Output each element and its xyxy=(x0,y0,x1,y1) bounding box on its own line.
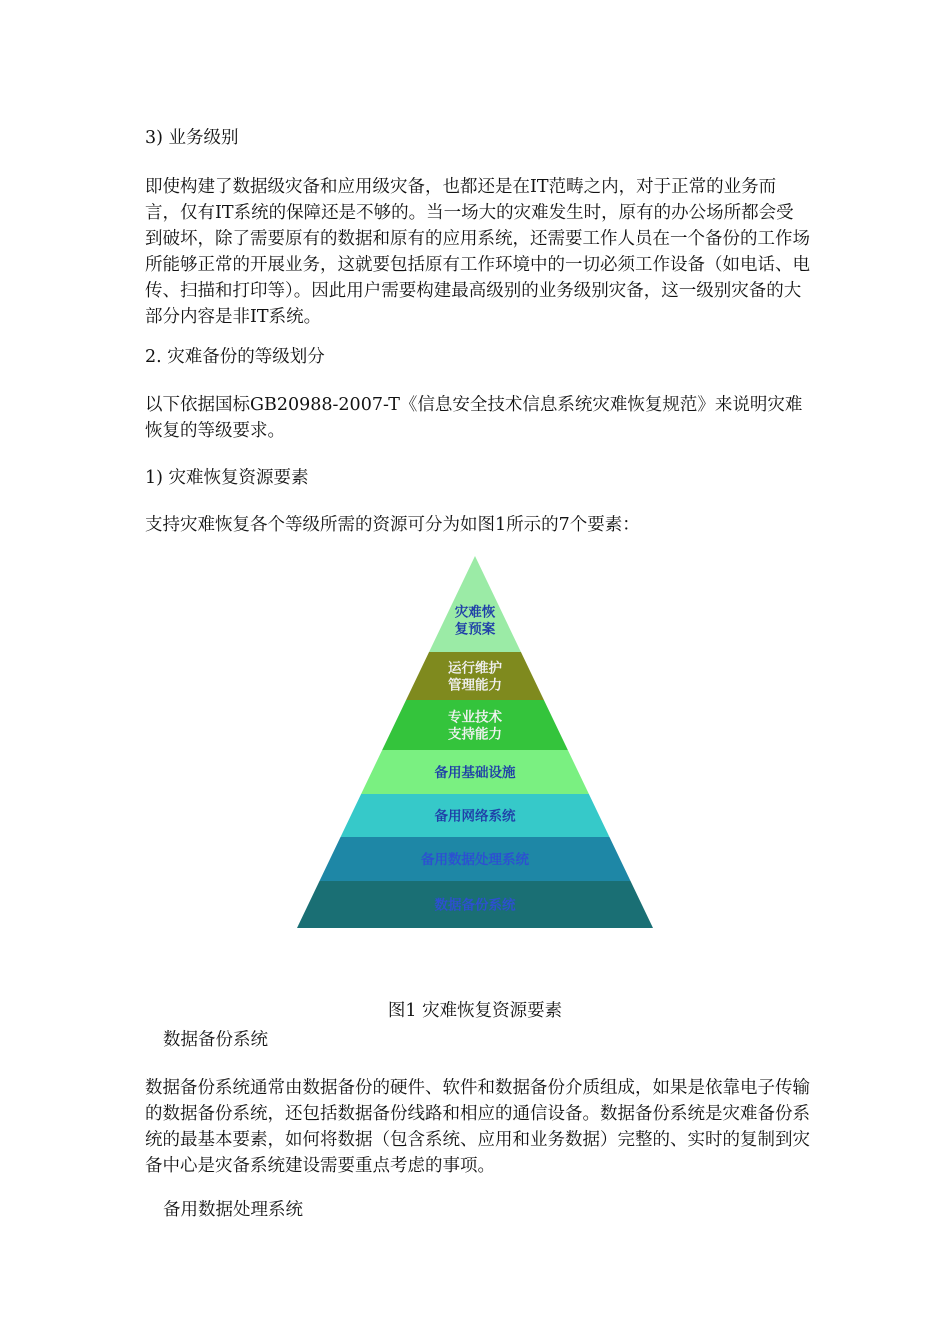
pyramid-layer-label: 灾难恢 xyxy=(454,604,496,621)
pyramid-layer-label: 备用基础设施 xyxy=(434,765,516,781)
pyramid-layer-label: 支持能力 xyxy=(448,726,502,743)
pyramid-layer-label: 备用数据处理系统 xyxy=(421,852,529,868)
figure-caption: 图1 灾难恢复资源要素 xyxy=(387,1000,563,1021)
pyramid-layer-label: 专业技术 xyxy=(448,709,502,726)
paragraph-data-backup: 数据备份系统通常由数据备份的硬件、软件和数据备份介质组成，如果是依靠电子传输的数据备份系统，还包括数据备份线路和相应的通信设备。数据备份系统是灾难备份系统的最基本要素，如何将数据（包含系统、应用和业务数据）完整的、实时的复制到灾备中心是灾备系统建设需要重点考虑的事项。 xyxy=(145,1078,810,1176)
section-heading-business-level: 3) 业务级别 xyxy=(145,128,239,148)
section-heading-data-backup: 数据备份系统 xyxy=(163,1030,268,1050)
section-heading-backup-processing: 备用数据处理系统 xyxy=(163,1200,303,1220)
paragraph-resources: 支持灾难恢复各个等级所需的资源可分为如图1所示的7个要素： xyxy=(145,515,640,535)
section-heading-levels: 2. 灾难备份的等级划分 xyxy=(145,347,325,367)
resource-pyramid xyxy=(295,556,655,932)
pyramid-layer-label: 运行维护 xyxy=(448,660,502,677)
pyramid-layer-label: 管理能力 xyxy=(448,677,502,694)
resource-pyramid-figure xyxy=(295,556,655,932)
section-heading-resources: 1) 灾难恢复资源要素 xyxy=(145,468,309,488)
paragraph-business-level: 即使构建了数据级灾备和应用级灾备，也都还是在IT范畴之内，对于正常的业务而言，仅有IT系统的保障还是不够的。当一场大的灾难发生时，原有的办公场所都会受到破坏，除了需要原有的数据和原有的应用系统，还需要工作人员在一个备份的工作场所能够正常的开展业务，这就要包括原有工作环境中的一切必须工作设备（如电话、电传、扫描和打印等）。因此用户需要构建最高级别的业务级别灾备，这一级别灾备的大部分内容是非IT系统。 xyxy=(145,177,810,327)
paragraph-standard: 以下依据国标GB20988-2007-T《信息安全技术信息系统灾难恢复规范》来说明灾难恢复的等级要求。 xyxy=(145,395,803,441)
pyramid-layer-label: 复预案 xyxy=(454,621,496,638)
pyramid-layer-label: 数据备份系统 xyxy=(434,897,516,914)
pyramid-layer-label: 备用网络系统 xyxy=(434,808,516,825)
